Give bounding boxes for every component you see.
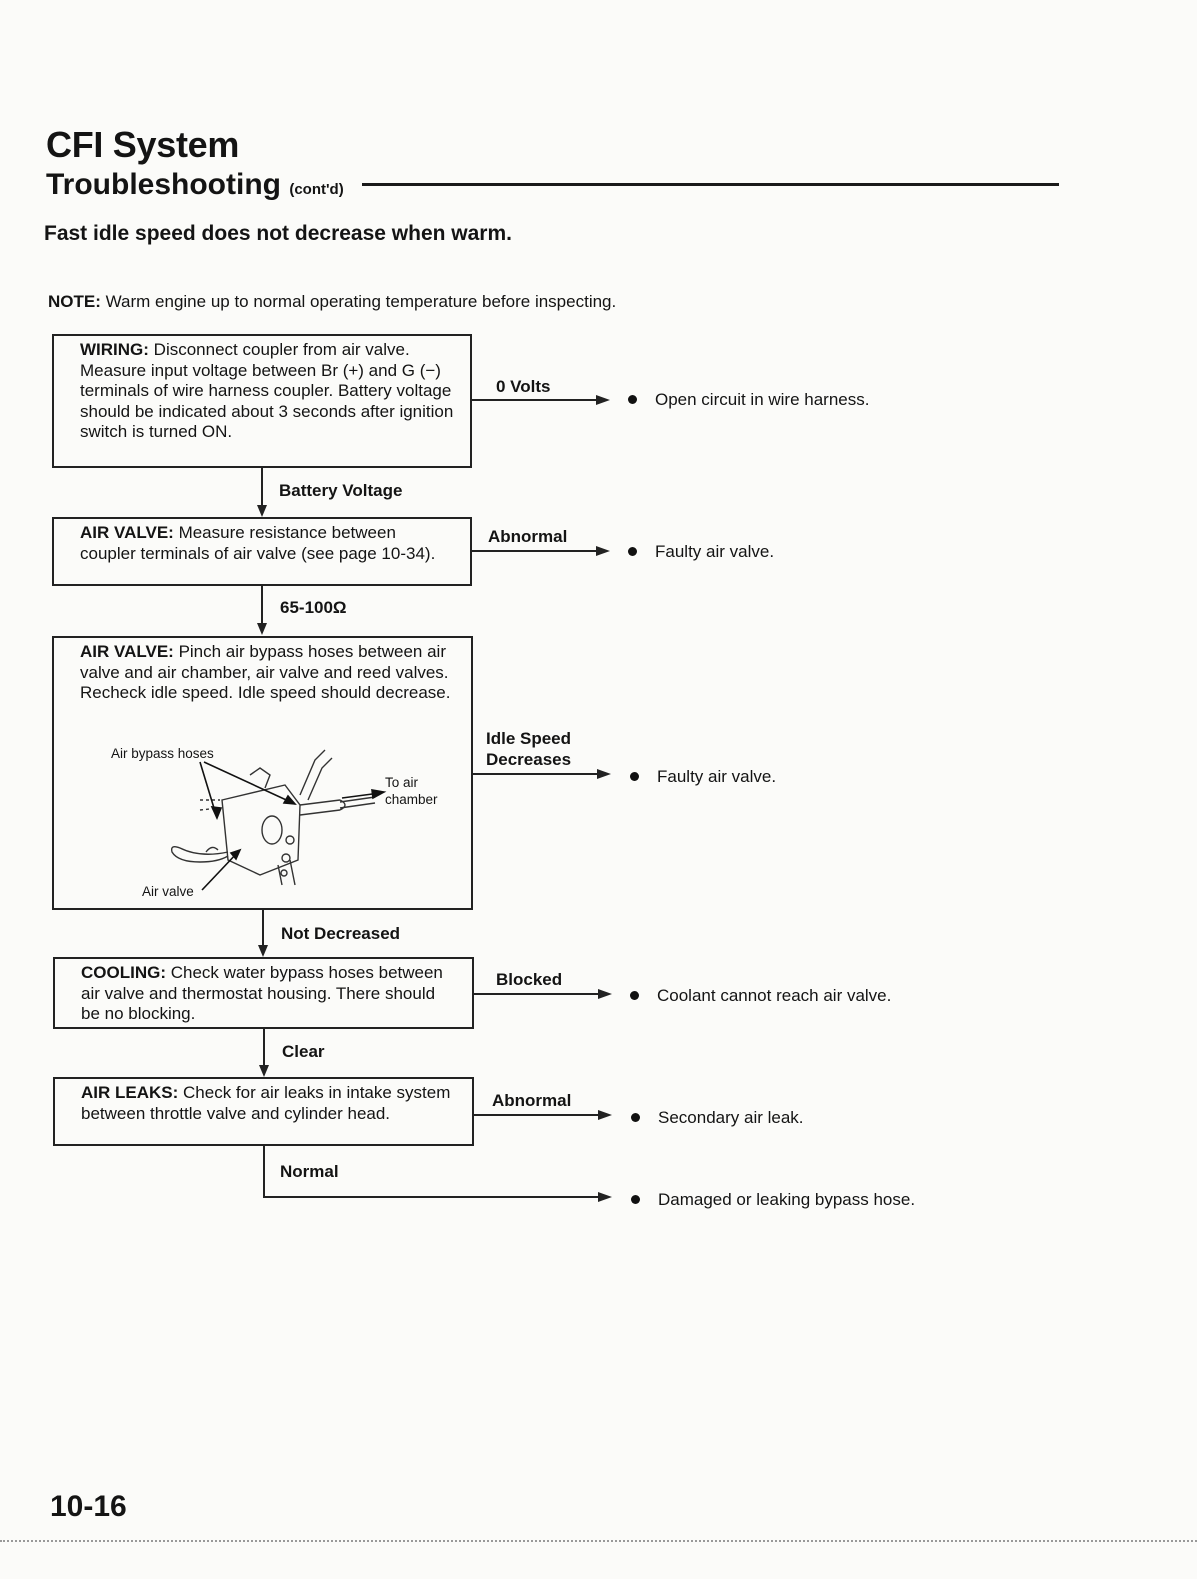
label-to-air-chamber-2: chamber xyxy=(385,792,438,807)
arrow-right-icon xyxy=(598,1192,612,1202)
step-label: AIR LEAKS: xyxy=(81,1083,179,1102)
connector xyxy=(263,1146,265,1198)
label-air-bypass-hoses: Air bypass hoses xyxy=(111,746,214,761)
arrow-right-icon xyxy=(597,769,611,779)
branch-blocked: Blocked xyxy=(496,970,563,989)
connector xyxy=(262,910,264,946)
bullet-icon xyxy=(630,772,639,781)
label-air-valve: Air valve xyxy=(142,884,194,899)
connector xyxy=(474,1114,602,1116)
step-text: Check for air leaks in intake system between throttle valve and cylinder head. xyxy=(81,1083,451,1123)
step-label: COOLING: xyxy=(81,963,166,982)
page-bottom-edge xyxy=(0,1540,1197,1542)
result-open-circuit: Open circuit in wire harness. xyxy=(628,390,869,410)
note-text: Warm engine up to normal operating temperature before inspecting. xyxy=(105,292,617,311)
step-label: WIRING: xyxy=(80,340,149,359)
arrow-down-icon xyxy=(259,1065,269,1077)
step-label: AIR VALVE: xyxy=(80,642,174,661)
branch-abnormal-2: Abnormal xyxy=(492,1091,572,1110)
page-number: 10-16 xyxy=(50,1490,127,1523)
step-text: Pinch air bypass hoses between air valve and air chamber, air valve and reed valves. Recheck idle speed. Idle speed should decrease. xyxy=(80,642,451,702)
connector xyxy=(263,1196,602,1198)
branch-line: Decreases xyxy=(486,750,572,769)
branch-battery-voltage: Battery Voltage xyxy=(279,481,403,500)
branch-line: Idle Speed xyxy=(486,729,572,748)
subtitle-text: Troubleshooting xyxy=(46,168,281,201)
step-cooling-box xyxy=(53,957,474,1029)
connector xyxy=(474,993,602,995)
branch-abnormal: Abnormal xyxy=(488,527,568,546)
bullet-icon xyxy=(631,1195,640,1204)
note-label: NOTE: xyxy=(48,292,101,311)
step-text: Measure resistance between coupler terminals of air valve (see page 10-34). xyxy=(80,523,436,563)
connector xyxy=(472,550,600,552)
bullet-icon xyxy=(628,547,637,556)
branch-idle-speed-decreases xyxy=(486,728,571,770)
step-text: Check water bypass hoses between air valve and thermostat housing. There should be no blocking. xyxy=(81,963,443,1023)
step-wiring-box xyxy=(52,334,472,468)
connector xyxy=(261,468,263,506)
air-valve-figure xyxy=(100,740,460,905)
arrow-right-icon xyxy=(598,1110,612,1120)
connector xyxy=(473,773,601,775)
result-damaged-hose: Damaged or leaking bypass hose. xyxy=(631,1190,915,1210)
arrow-right-icon xyxy=(598,989,612,999)
step-label: AIR VALVE: xyxy=(80,523,174,542)
bullet-icon xyxy=(631,1113,640,1122)
connector xyxy=(472,399,600,401)
branch-0-volts: 0 Volts xyxy=(496,377,551,396)
result-faulty-air-valve-2: Faulty air valve. xyxy=(630,767,776,787)
label-to-air-chamber-1: To air xyxy=(385,775,419,790)
step-text: Disconnect coupler from air valve. Measure input voltage between Br (+) and G (−) terminals of wire harness coupler. Battery voltage should be indicated about 3 seconds after ignition switch is turned ON. xyxy=(80,340,454,441)
arrow-down-icon xyxy=(258,945,268,957)
branch-normal: Normal xyxy=(280,1162,339,1181)
page-title: CFI System xyxy=(46,124,240,165)
branch-not-decreased: Not Decreased xyxy=(281,924,401,943)
result-coolant: Coolant cannot reach air valve. xyxy=(630,986,891,1006)
contd-label: (cont'd) xyxy=(289,181,344,198)
connector xyxy=(263,1029,265,1066)
header-rule xyxy=(362,183,1059,186)
section-subtitle xyxy=(46,168,344,202)
result-secondary-air-leak: Secondary air leak. xyxy=(631,1108,804,1128)
bullet-icon xyxy=(628,395,637,404)
step-air-valve-resistance-box xyxy=(52,517,472,586)
note xyxy=(48,292,616,312)
procedure-heading: Fast idle speed does not decrease when warm. xyxy=(44,222,512,245)
arrow-right-icon xyxy=(596,395,610,405)
connector xyxy=(261,586,263,624)
step-air-leaks-box xyxy=(53,1077,474,1146)
result-faulty-air-valve: Faulty air valve. xyxy=(628,542,774,562)
arrow-down-icon xyxy=(257,505,267,517)
branch-clear: Clear xyxy=(282,1042,325,1061)
arrow-right-icon xyxy=(596,546,610,556)
bullet-icon xyxy=(630,991,639,1000)
arrow-down-icon xyxy=(257,623,267,635)
branch-resistance-ok: 65-100Ω xyxy=(280,598,347,617)
